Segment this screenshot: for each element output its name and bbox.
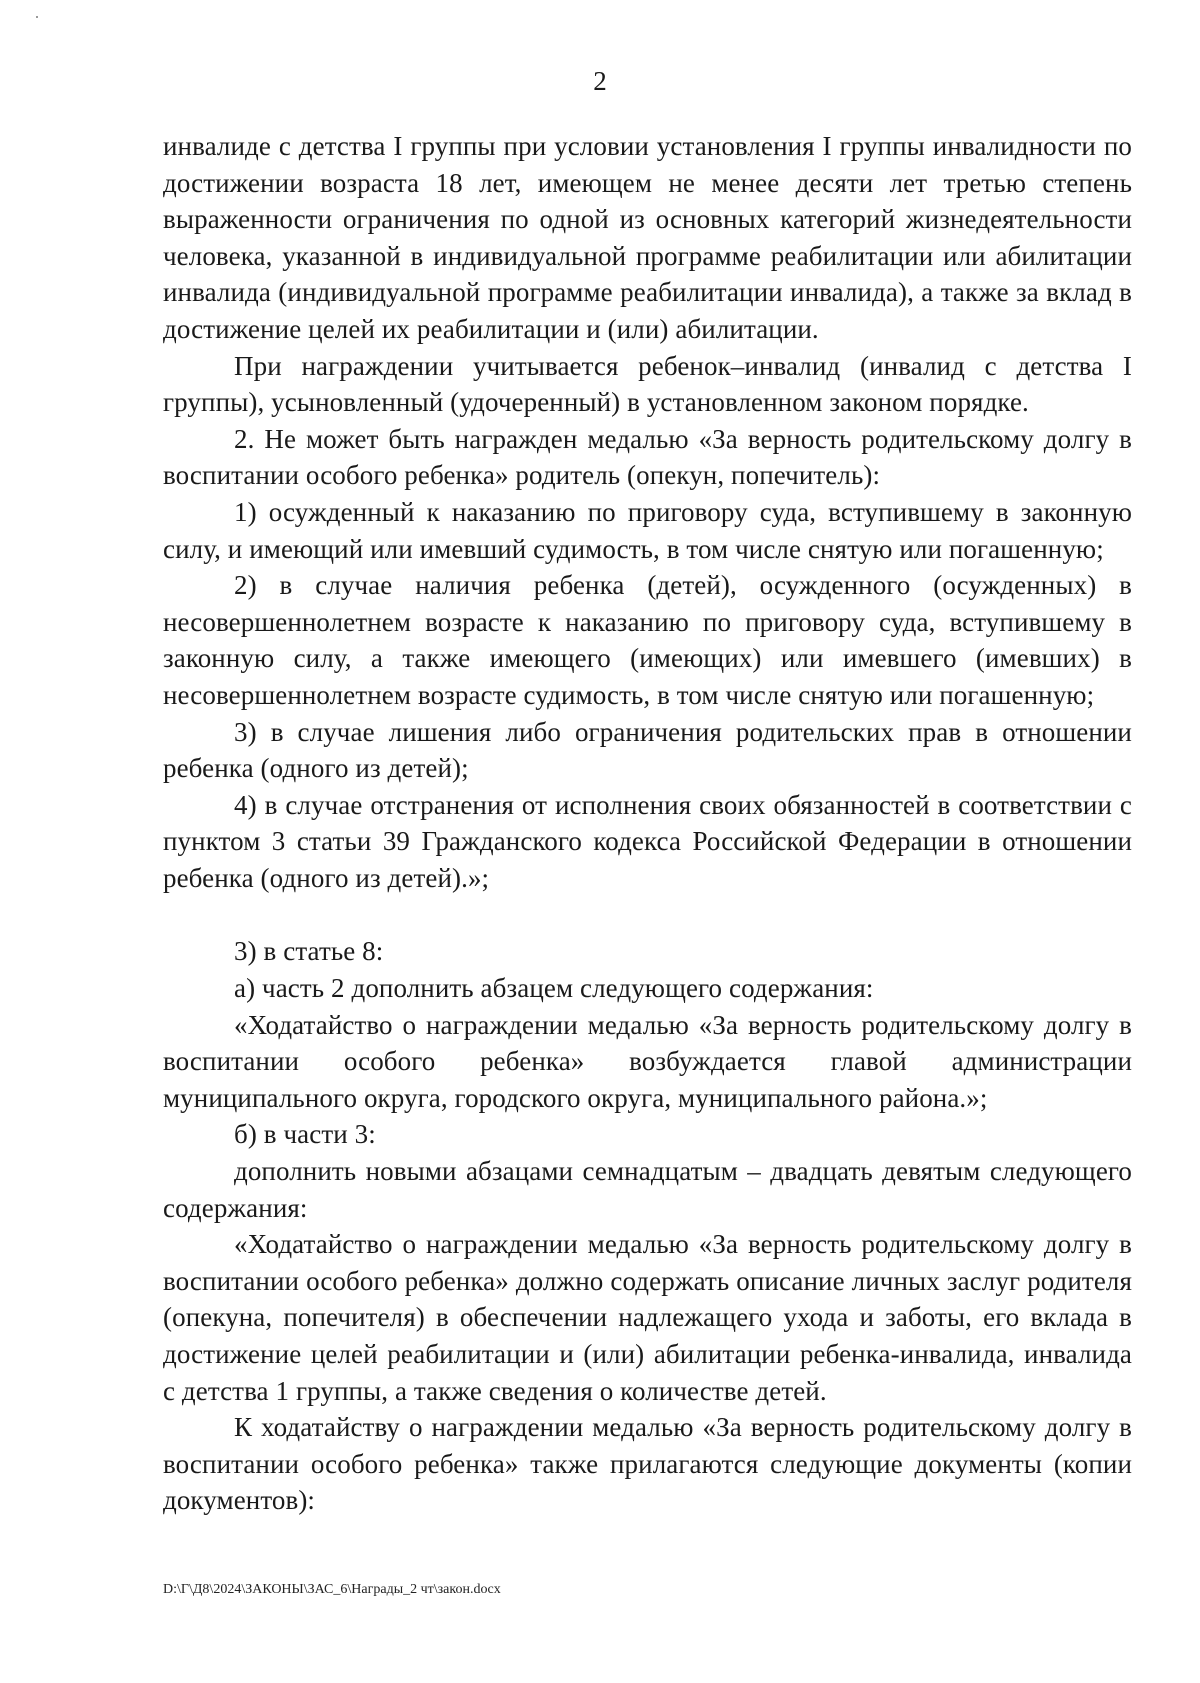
- paragraph-subitem-4: 4) в случае отстранения от исполнения своих обязанностей в соответствии с пунктом 3 статьи 39 Гражданского кодекса Российской Федерации в отношении ребенка (одного из детей).»;: [163, 789, 1132, 893]
- paragraph-subitem-3: 3) в случае лишения либо ограничения родительских прав в отношении ребенка (одного из детей);: [163, 716, 1132, 784]
- paragraph-part-2: а) часть 2 дополнить абзацем следующего содержания:: [234, 973, 874, 1004]
- paragraph-new-paragraphs: дополнить новыми абзацами семнадцатым – двадцать девятым следующего содержания:: [163, 1156, 1132, 1223]
- document-body: [163, 128, 1132, 1519]
- file-path-footer: D:\Г\Д8\2024\ЗАКОНЫ\ЗАС_6\Награды_2 чт\закон.docx: [163, 1582, 501, 1597]
- paragraph-subitem-2: 2) в случае наличия ребенка (детей), осужденного (осужденных) в несовершеннолетнем возрасте к наказанию по приговору суда, вступившему в законную силу, а также имеющего (имеющих) или имевшего (имевших) в несовершеннолетнем возрасте судимость, в том числе снятую или погашенную;: [163, 570, 1132, 710]
- paragraph-article-8: 3) в статье 8:: [234, 936, 384, 967]
- paragraph-petition-content: «Ходатайство о награждении медалью «За верность родительскому долгу в воспитании особого ребенка» должно содержать описание личных заслуг родителя (опекуна, попечителя) в обеспечении надлежащего ухода и заботы, его вклада в достижение целей реабилитации и (или) абилитации ребенка-инвалида, инвалида с детства 1 группы, а также сведения о количестве детей.: [163, 1229, 1132, 1406]
- paragraph-petition-initiation: «Ходатайство о награждении медалью «За верность родительскому долгу в воспитании особого ребенка» возбуждается главой администрации муниципального округа, городского округа, муниципального района.»;: [163, 1009, 1132, 1113]
- paragraph-part-3: б) в части 3:: [234, 1119, 376, 1150]
- paragraph-item-2: 2. Не может быть награжден медалью «За верность родительскому долгу в воспитании особого ребенка» родитель (опекун, попечитель):: [163, 423, 1132, 491]
- page-number: 2: [593, 66, 607, 96]
- paragraph-continuation: инвалиде с детства I группы при условии установления I группы инвалидности по достижении возраста 18 лет, имеющем не менее десяти лет третью степень выраженности ограничения по одной из основных категорий жизнедеятельности человека, указанной в индивидуальной программе реабилитации или абилитации инвалида (индивидуальной программе реабилитации инвалида), а также за вклад в достижение целей их реабилитации и (или) абилитации.: [163, 131, 1132, 344]
- paragraph-attached-documents: К ходатайству о награждении медалью «За верность родительскому долгу в воспитании особого ребенка» также прилагаются следующие документы (копии документов):: [163, 1412, 1132, 1516]
- paragraph-subitem-1: 1) осужденный к наказанию по приговору суда, вступившему в законную силу, и имеющий или имевший судимость, в том числе снятую или погашенную;: [163, 496, 1132, 564]
- paragraph-adopted-child: При награждении учитывается ребенок–инвалид (инвалид с детства I группы), усыновленный (удочеренный) в установленном законом порядке.: [163, 350, 1132, 418]
- scan-speck: [36, 16, 38, 18]
